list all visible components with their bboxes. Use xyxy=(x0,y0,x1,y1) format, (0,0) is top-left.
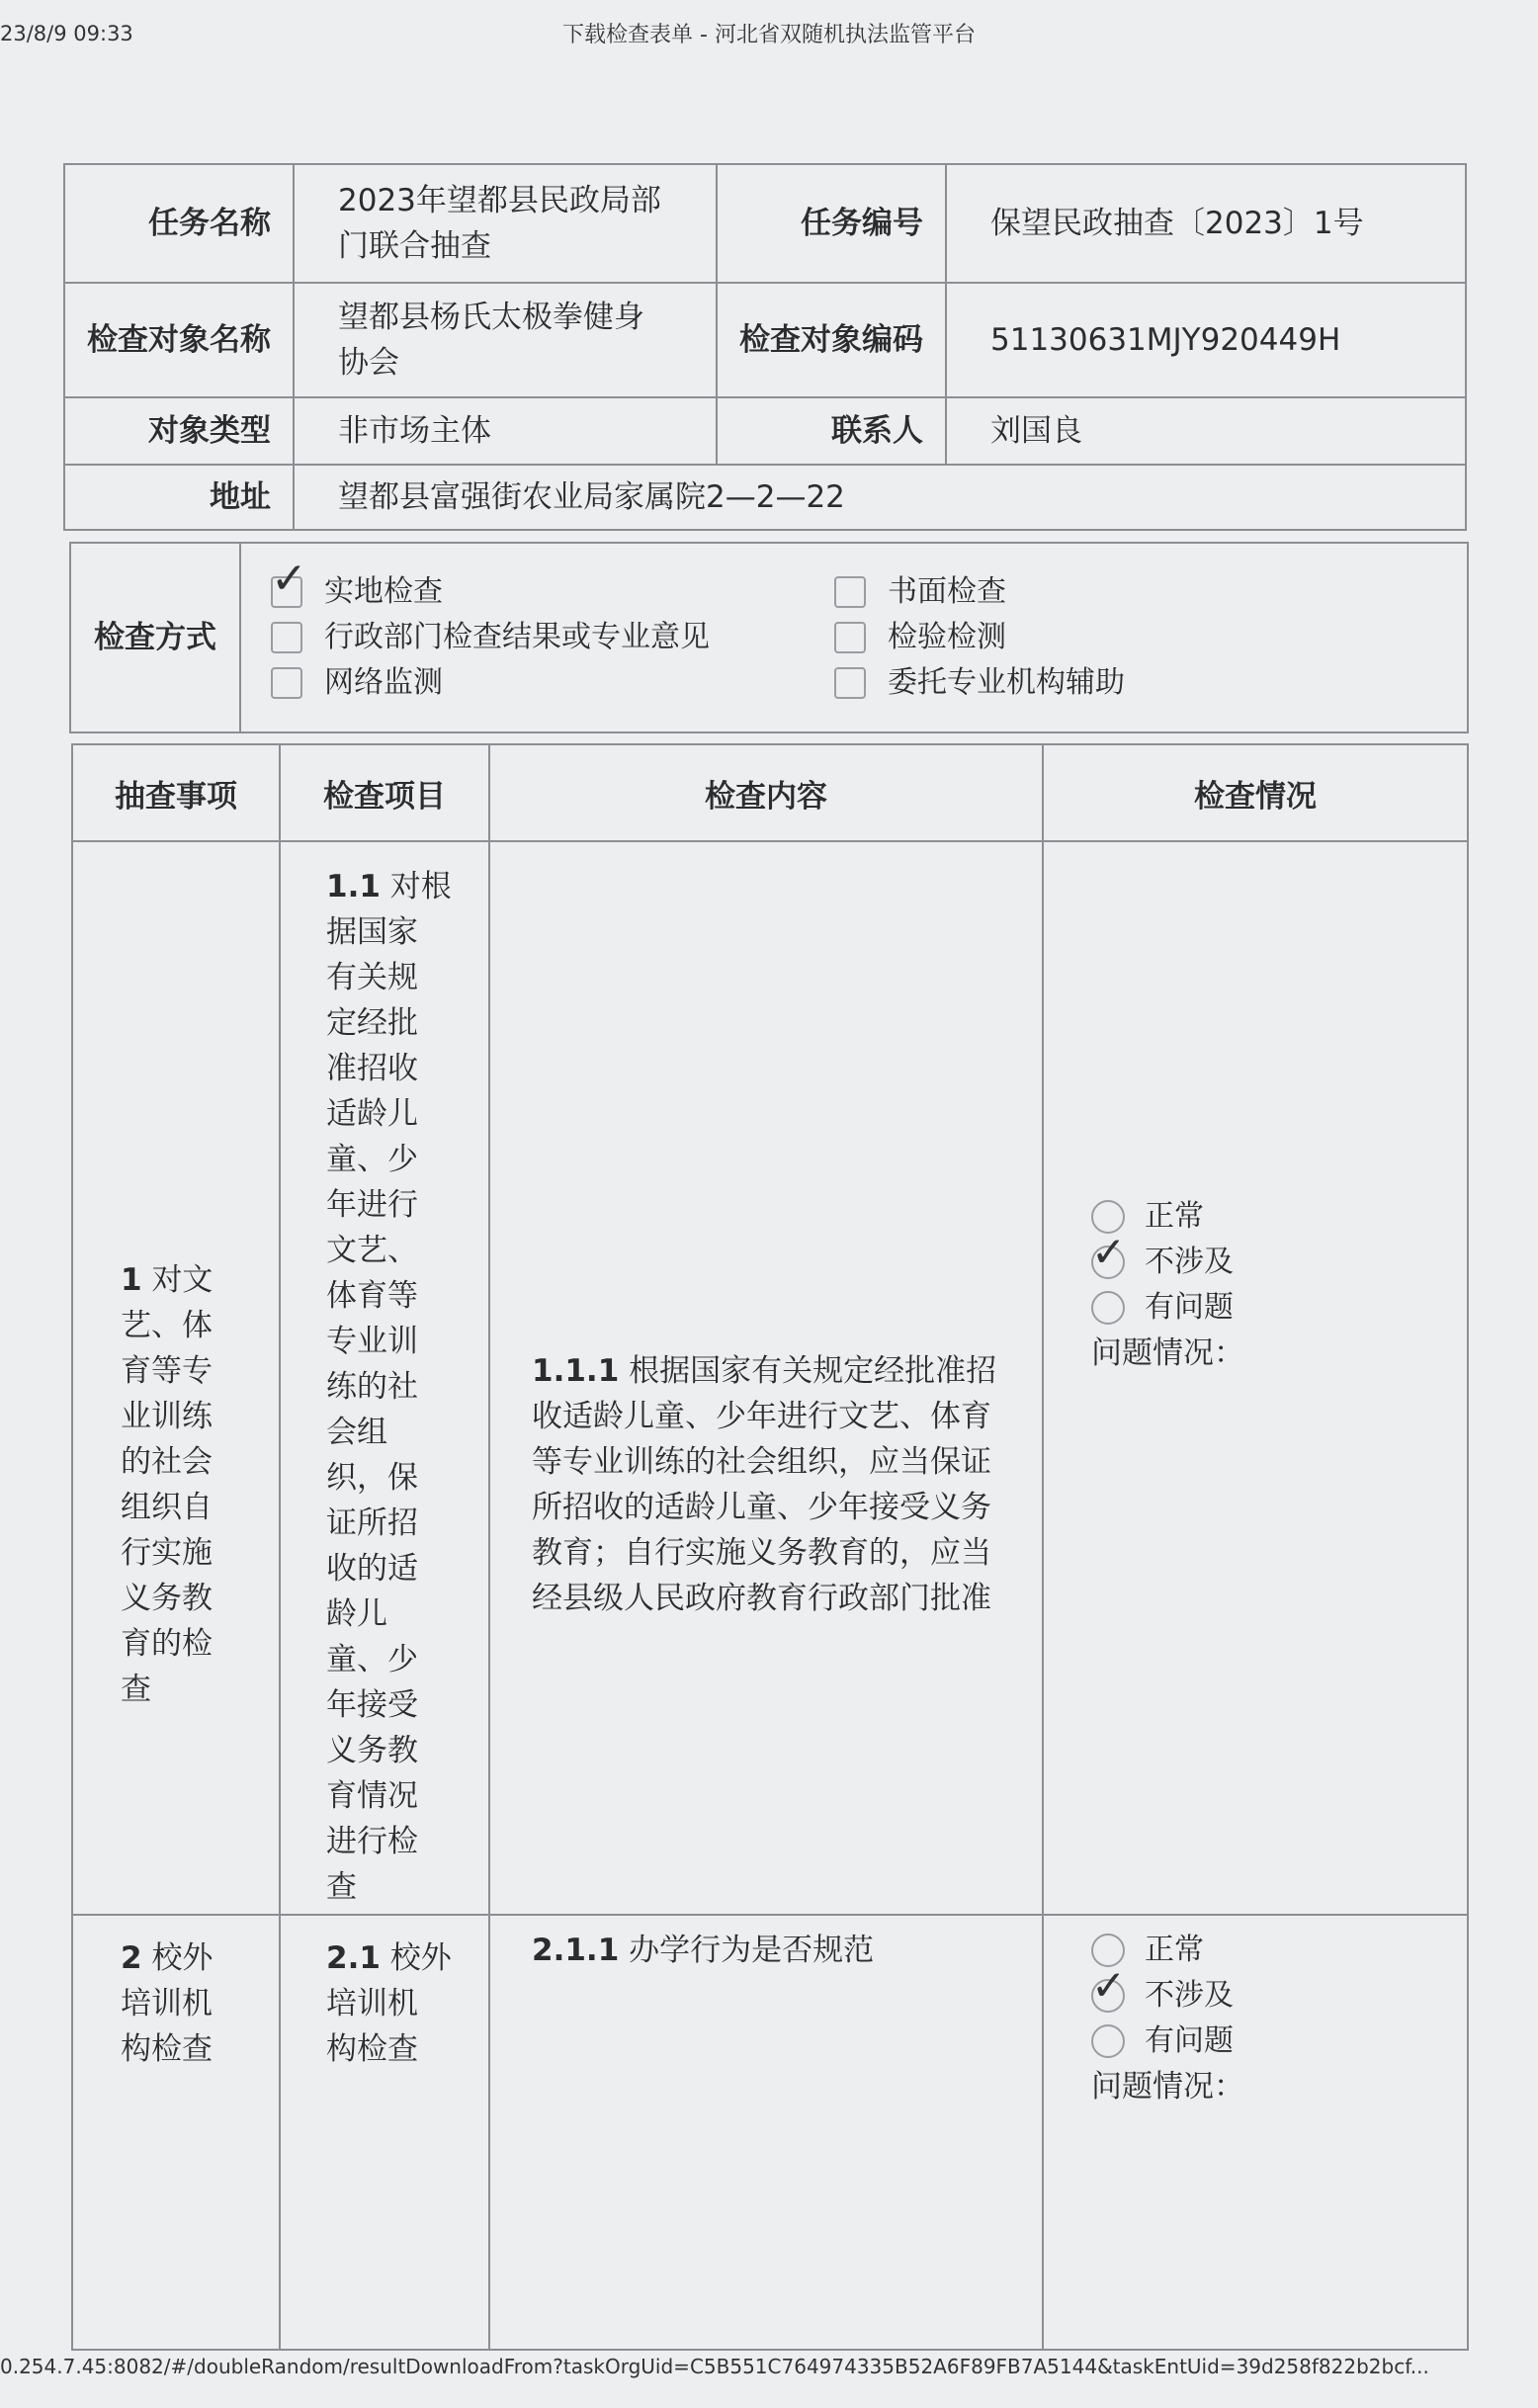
content-line: 所招收的适龄儿童、少年接受义务 xyxy=(532,1490,991,1525)
project-line: 练的社 xyxy=(326,1369,418,1405)
project-line: 据国家 xyxy=(326,914,418,950)
header-status: 检查情况 xyxy=(1043,744,1468,841)
project-number: 2.1 xyxy=(326,1940,381,1976)
issue-label: 问题情况： xyxy=(1091,1335,1244,1371)
status-option[interactable] xyxy=(1091,1285,1453,1331)
project-line: 培训机 xyxy=(326,1986,418,2021)
status-cell xyxy=(1043,1915,1468,2350)
project-line: 龄儿 xyxy=(326,1596,387,1632)
status-option[interactable] xyxy=(1091,1240,1453,1285)
table-row xyxy=(72,1915,1468,2350)
contact-label: 联系人 xyxy=(717,397,946,465)
status-option-label: 正常 xyxy=(1145,1933,1204,1967)
project-line: 年接受 xyxy=(326,1687,418,1723)
project-number: 1.1 xyxy=(326,869,381,904)
project-line: 文艺、 xyxy=(326,1233,418,1268)
item-number: 1 xyxy=(121,1262,142,1298)
object-code-label: 检查对象编码 xyxy=(717,283,946,397)
content-line: 办学行为是否规范 xyxy=(629,1933,875,1968)
status-option-label: 有问题 xyxy=(1145,1290,1234,1325)
content-line: 教育；自行实施义务教育的，应当 xyxy=(532,1535,991,1571)
project-line: 构检查 xyxy=(326,2031,418,2067)
status-option-label: 不涉及 xyxy=(1145,1245,1234,1279)
project-line: 专业训 xyxy=(326,1324,418,1359)
checkbox-icon[interactable] xyxy=(271,622,302,653)
task-name-line2: 门联合抽查 xyxy=(338,228,491,264)
status-option[interactable] xyxy=(1091,1928,1453,1973)
object-type-value: 非市场主体 xyxy=(294,397,717,465)
method-option-testing[interactable] xyxy=(834,615,1309,660)
method-option-admin-opinion[interactable] xyxy=(271,615,834,660)
status-option[interactable] xyxy=(1091,1973,1453,2019)
content-cell xyxy=(489,841,1043,1915)
checkbox-icon[interactable] xyxy=(834,622,866,653)
method-label: 检查方式 xyxy=(70,543,240,732)
content-line: 经县级人民政府教育行政部门批准 xyxy=(532,1581,991,1616)
status-option[interactable] xyxy=(1091,1194,1453,1240)
project-line: 义务教 xyxy=(326,1733,418,1768)
item-line: 构检查 xyxy=(121,2031,213,2067)
project-line: 证所招 xyxy=(326,1505,418,1541)
item-line: 组织自 xyxy=(121,1490,213,1525)
footer-url: 0.254.7.45:8082/#/doubleRandom/resultDownloadFrom?taskOrgUid=C5B551C764974335B52A6F89FB7A5144&taskEntUid=39d258f822b2bcf... xyxy=(0,2355,1429,2378)
project-line: 童、少 xyxy=(326,1642,418,1677)
method-option-label: 实地检查 xyxy=(324,574,443,609)
header-project: 检查项目 xyxy=(280,744,489,841)
content-line: 收适龄儿童、少年进行文艺、体育 xyxy=(532,1399,991,1434)
item-line: 的社会 xyxy=(121,1444,213,1480)
contact-value: 刘国良 xyxy=(946,397,1466,465)
method-option-label: 书面检查 xyxy=(888,574,1006,609)
checkbox-icon[interactable] xyxy=(834,576,866,608)
item-line: 查 xyxy=(121,1672,151,1707)
project-line: 育情况 xyxy=(326,1778,418,1814)
radio-icon[interactable] xyxy=(1091,2024,1125,2058)
project-cell xyxy=(280,1915,489,2350)
object-name-value xyxy=(294,283,717,397)
project-line: 体育等 xyxy=(326,1278,418,1314)
project-line: 会组 xyxy=(326,1415,387,1450)
status-option-label: 有问题 xyxy=(1145,2023,1234,2058)
task-info-table xyxy=(63,163,1467,531)
status-option[interactable] xyxy=(1091,2019,1453,2064)
content-line: 等专业训练的社会组织，应当保证 xyxy=(532,1444,991,1480)
project-cell xyxy=(280,841,489,1915)
address-label: 地址 xyxy=(64,465,294,530)
method-option-label: 委托专业机构辅助 xyxy=(888,665,1125,700)
object-name-line2: 协会 xyxy=(338,345,399,381)
header-content: 检查内容 xyxy=(489,744,1043,841)
item-line: 育等专 xyxy=(121,1353,213,1389)
print-timestamp: 23/8/9 09:33 xyxy=(0,22,133,45)
item-cell xyxy=(72,1915,280,2350)
object-name-line1: 望都县杨氏太极拳健身 xyxy=(338,300,644,335)
object-name-label: 检查对象名称 xyxy=(64,283,294,397)
content-cell xyxy=(489,1915,1043,2350)
item-line: 行实施 xyxy=(121,1535,213,1571)
method-option-label: 检验检测 xyxy=(888,620,1006,654)
item-number: 2 xyxy=(121,1940,142,1976)
project-line: 校外 xyxy=(389,1940,452,1976)
project-line: 收的适 xyxy=(326,1551,418,1587)
task-no-value: 保望民政抽查〔2023〕1号 xyxy=(946,164,1466,283)
project-line: 适龄儿 xyxy=(326,1096,418,1132)
content-line: 根据国家有关规定经批准招 xyxy=(629,1353,997,1389)
item-line: 育的检 xyxy=(121,1626,213,1662)
content-number: 2.1.1 xyxy=(532,1933,620,1968)
task-name-line1: 2023年望都县民政局部 xyxy=(338,183,661,218)
header-item: 抽查事项 xyxy=(72,744,280,841)
method-option-entrusted[interactable] xyxy=(834,660,1309,706)
method-option-onsite[interactable] xyxy=(271,569,834,615)
project-line: 准招收 xyxy=(326,1051,418,1086)
object-type-label: 对象类型 xyxy=(64,397,294,465)
method-option-label: 行政部门检查结果或专业意见 xyxy=(324,620,710,654)
project-line: 织，保 xyxy=(326,1460,418,1496)
project-line: 进行检 xyxy=(326,1824,418,1859)
object-code-value: 51130631MJY920449H xyxy=(946,283,1466,397)
checkbox-icon[interactable] xyxy=(271,667,302,699)
status-option-label: 不涉及 xyxy=(1145,1978,1234,2013)
method-option-written[interactable] xyxy=(834,569,1309,615)
project-line: 定经批 xyxy=(326,1005,418,1041)
content-number: 1.1.1 xyxy=(532,1353,620,1389)
status-cell xyxy=(1043,841,1468,1915)
issue-label: 问题情况： xyxy=(1091,2069,1244,2105)
radio-icon[interactable] xyxy=(1091,1246,1125,1279)
checkbox-icon[interactable] xyxy=(271,576,302,608)
project-line: 对根 xyxy=(389,869,452,904)
project-line: 年进行 xyxy=(326,1187,418,1223)
item-line: 校外 xyxy=(151,1940,214,1976)
item-line: 艺、体 xyxy=(121,1308,213,1343)
method-option-network[interactable] xyxy=(271,660,834,706)
project-line: 童、少 xyxy=(326,1142,418,1177)
task-name-value xyxy=(294,164,717,283)
status-option-label: 正常 xyxy=(1145,1199,1204,1234)
project-line: 有关规 xyxy=(326,960,418,995)
radio-icon[interactable] xyxy=(1091,1291,1125,1325)
project-line: 查 xyxy=(326,1869,357,1905)
address-value: 望都县富强街农业局家属院2—2—22 xyxy=(294,465,1466,530)
item-line: 培训机 xyxy=(121,1986,213,2021)
item-line: 对文 xyxy=(151,1262,214,1298)
task-no-label: 任务编号 xyxy=(717,164,946,283)
item-cell xyxy=(72,841,280,1915)
table-row xyxy=(72,841,1468,1915)
method-options xyxy=(240,543,1468,732)
inspection-method-table xyxy=(69,542,1469,733)
task-name-label: 任务名称 xyxy=(64,164,294,283)
page-title: 下载检查表单 - 河北省双随机执法监管平台 xyxy=(562,23,976,47)
method-option-label: 网络监测 xyxy=(324,665,443,700)
checkbox-icon[interactable] xyxy=(834,667,866,699)
item-line: 义务教 xyxy=(121,1581,213,1616)
item-line: 业训练 xyxy=(121,1399,213,1434)
radio-icon[interactable] xyxy=(1091,1979,1125,2013)
inspection-items-table xyxy=(71,743,1469,2351)
